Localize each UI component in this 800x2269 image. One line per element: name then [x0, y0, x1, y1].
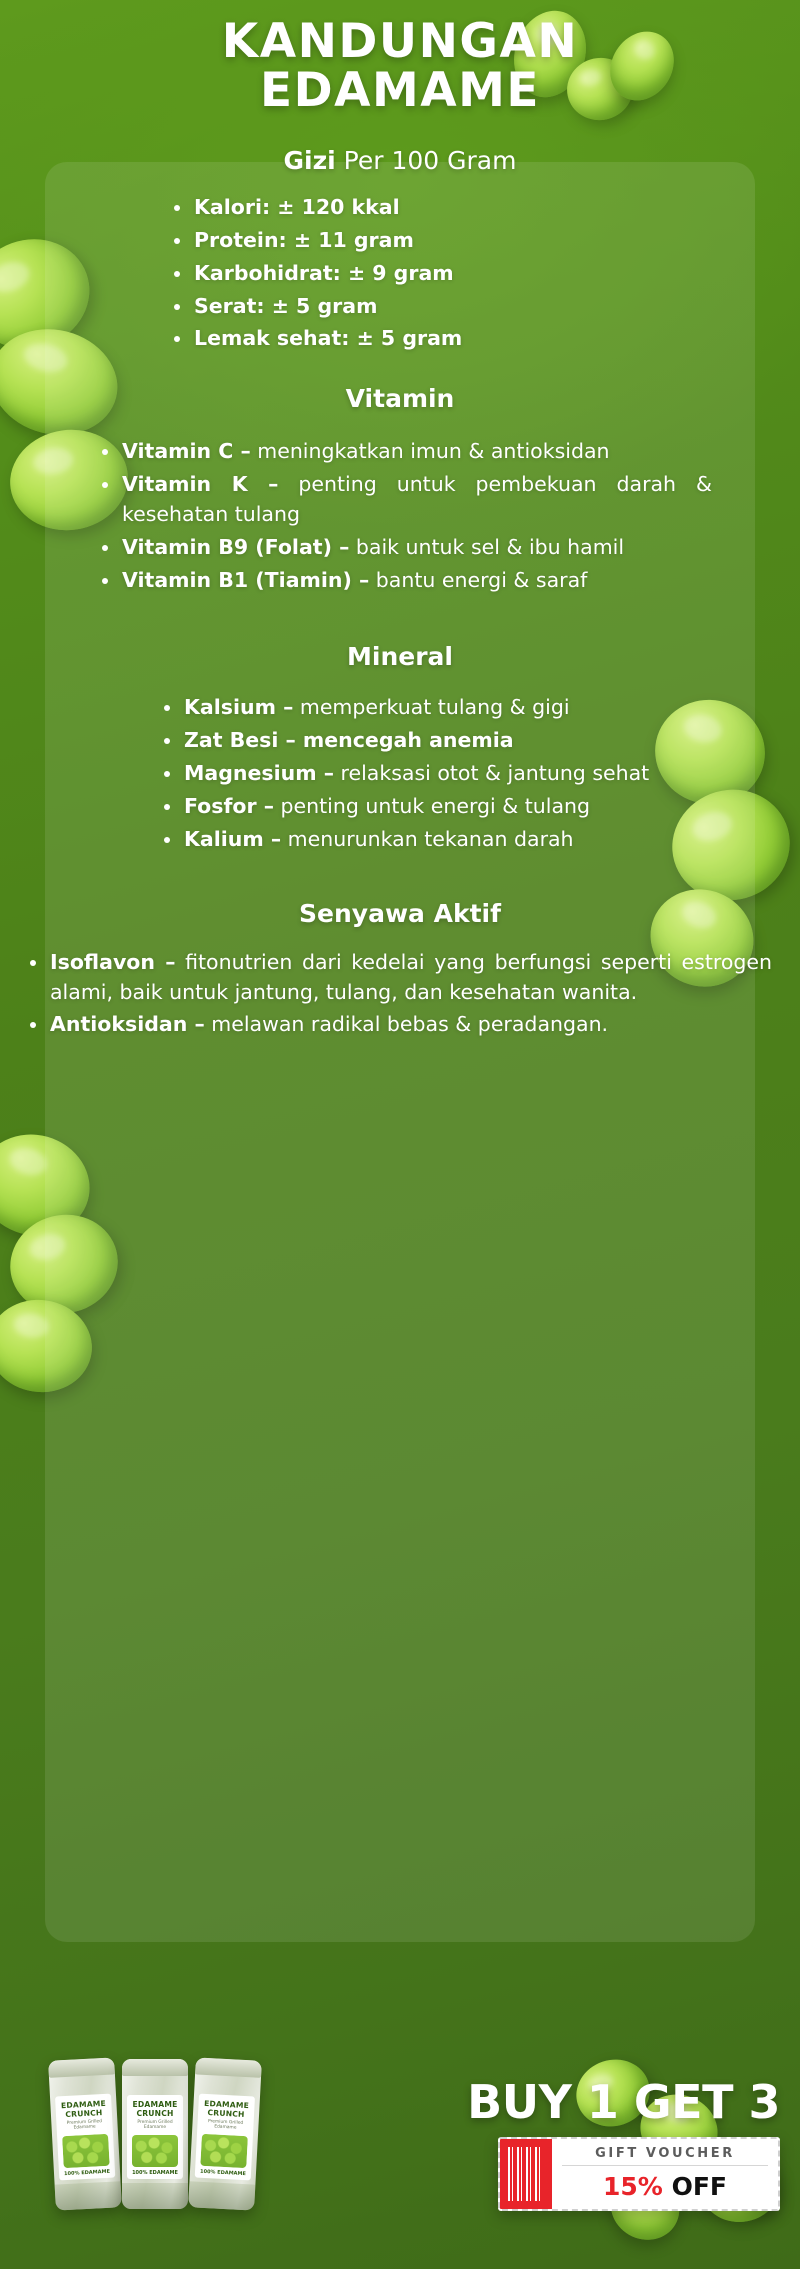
vitamin-item-1-bold: Vitamin K – — [122, 472, 279, 497]
mineral-item-0-bold: Kalsium – — [184, 694, 294, 719]
mineral-item-2-rest: relaksasi otot & jantung sehat — [333, 760, 650, 785]
list-item — [24, 1010, 772, 1040]
gizi-item-2: Karbohidrat: ± 9 gram — [194, 260, 454, 285]
senyawa-list — [18, 948, 782, 1041]
vitamin-item-2-bold: Vitamin B9 (Folat) – — [122, 535, 350, 560]
senyawa-item-1-bold: Antioksidan – — [50, 1012, 205, 1037]
jar-label — [127, 2095, 183, 2179]
jar-subtitle: Premium Grilled Edamame — [207, 2119, 244, 2132]
list-item — [158, 792, 712, 822]
jar-base — [122, 2183, 188, 2209]
gizi-title-bold: Gizi — [283, 145, 336, 175]
barcode-icon — [508, 2147, 544, 2201]
section-title-mineral: Mineral — [347, 641, 453, 671]
vitamin-item-3-bold: Vitamin B1 (Tiamin) – — [122, 568, 370, 593]
mineral-item-2-bold: Magnesium – — [184, 760, 334, 785]
product-jar — [48, 2057, 122, 2210]
list-item — [168, 226, 712, 256]
mineral-item-4-bold: Kalium – — [184, 826, 282, 851]
jar-brand: EDAMAME CRUNCH — [203, 2098, 250, 2119]
product-jars — [52, 2059, 258, 2209]
list-item — [158, 693, 712, 723]
voucher-body — [552, 2139, 778, 2209]
list-item — [168, 259, 712, 289]
jar-bean-image — [62, 2134, 110, 2168]
vitamin-list — [48, 437, 752, 596]
gizi-title-light: Per 100 Gram — [335, 145, 517, 175]
jar-lid — [122, 2059, 188, 2076]
voucher-discount — [552, 2172, 778, 2201]
jar-base — [55, 2181, 122, 2210]
promo-headline: BUY 1 GET 3 — [467, 2075, 780, 2129]
voucher-title: GIFT VOUCHER — [562, 2146, 768, 2166]
jar-base — [188, 2181, 255, 2210]
voucher-percent: 15% — [603, 2172, 663, 2201]
mineral-item-1-bold: Zat Besi – mencegah anemia — [184, 727, 514, 752]
list-item — [24, 948, 772, 1008]
senyawa-item-0-bold: Isoflavon – — [50, 949, 176, 974]
title-line-2: EDAMAME — [259, 62, 540, 118]
list-item — [96, 470, 712, 530]
product-jar — [188, 2057, 262, 2210]
voucher-barcode-stub — [500, 2139, 552, 2209]
gizi-item-3: Serat: ± 5 gram — [194, 293, 378, 318]
jar-brand: EDAMAME CRUNCH — [132, 2100, 178, 2118]
jar-bean-image — [132, 2135, 178, 2167]
senyawa-item-0-rest: fitonutrien dari kedelai yang berfungsi seperti estrogen alami, baik untuk jantung, tulang, dan kesehatan wanita. — [50, 949, 773, 1004]
title-line-1: KANDUNGAN — [221, 14, 579, 69]
product-jar — [122, 2059, 188, 2209]
list-item — [96, 437, 712, 467]
list-item — [168, 324, 712, 354]
list-item — [168, 292, 712, 322]
promo-footer — [0, 1959, 800, 2269]
section-title-vitamin: Vitamin — [345, 384, 455, 414]
jar-lid — [195, 2057, 262, 2077]
vitamin-item-1-rest: penting untuk pembekuan darah & kesehatan tulang — [122, 472, 712, 527]
voucher-off: OFF — [662, 2172, 727, 2201]
gizi-item-1: Protein: ± 11 gram — [194, 227, 414, 252]
poster-header — [0, 0, 800, 116]
mineral-item-4-rest: menurunkan tekanan darah — [281, 826, 574, 851]
mineral-item-3-rest: penting untuk energi & tulang — [273, 793, 591, 818]
jar-tag: 100% EDAMAME — [64, 2169, 111, 2178]
jar-subtitle: Premium Grilled Edamame — [137, 2120, 173, 2131]
gizi-item-4: Lemak sehat: ± 5 gram — [194, 326, 463, 351]
mineral-item-3-bold: Fosfor – — [184, 793, 274, 818]
list-item — [158, 759, 712, 789]
vitamin-item-3-rest: bantu energi & saraf — [369, 568, 588, 593]
vitamin-item-2-rest: baik untuk sel & ibu hamil — [349, 535, 625, 560]
mineral-item-0-rest: memperkuat tulang & gigi — [293, 694, 570, 719]
page-title — [0, 14, 800, 118]
section-title-senyawa: Senyawa Aktif — [299, 898, 501, 928]
list-item — [158, 825, 712, 855]
gift-voucher — [498, 2137, 780, 2211]
jar-tag: 100% EDAMAME — [199, 2169, 246, 2178]
jar-brand: EDAMAME CRUNCH — [60, 2098, 107, 2119]
list-item — [96, 566, 712, 596]
list-item — [168, 193, 712, 223]
jar-lid — [48, 2057, 115, 2077]
promo-block — [310, 2075, 780, 2211]
vitamin-item-0-rest: meningkatkan imun & antioksidan — [250, 439, 610, 464]
list-item — [158, 726, 712, 756]
list-item — [96, 533, 712, 563]
gizi-list — [48, 193, 752, 355]
jar-bean-image — [200, 2134, 248, 2168]
jar-label — [195, 2094, 255, 2181]
vitamin-item-0-bold: Vitamin C – — [122, 439, 251, 464]
jar-label — [55, 2094, 115, 2181]
poster-content — [0, 146, 800, 1041]
jar-tag: 100% EDAMAME — [132, 2170, 178, 2177]
gizi-item-0: Kalori: ± 120 kkal — [194, 194, 400, 219]
jar-subtitle: Premium Grilled Edamame — [66, 2119, 103, 2132]
senyawa-item-1-rest: melawan radikal bebas & peradangan. — [204, 1012, 609, 1037]
section-title-gizi — [48, 146, 752, 175]
mineral-list — [48, 693, 752, 855]
